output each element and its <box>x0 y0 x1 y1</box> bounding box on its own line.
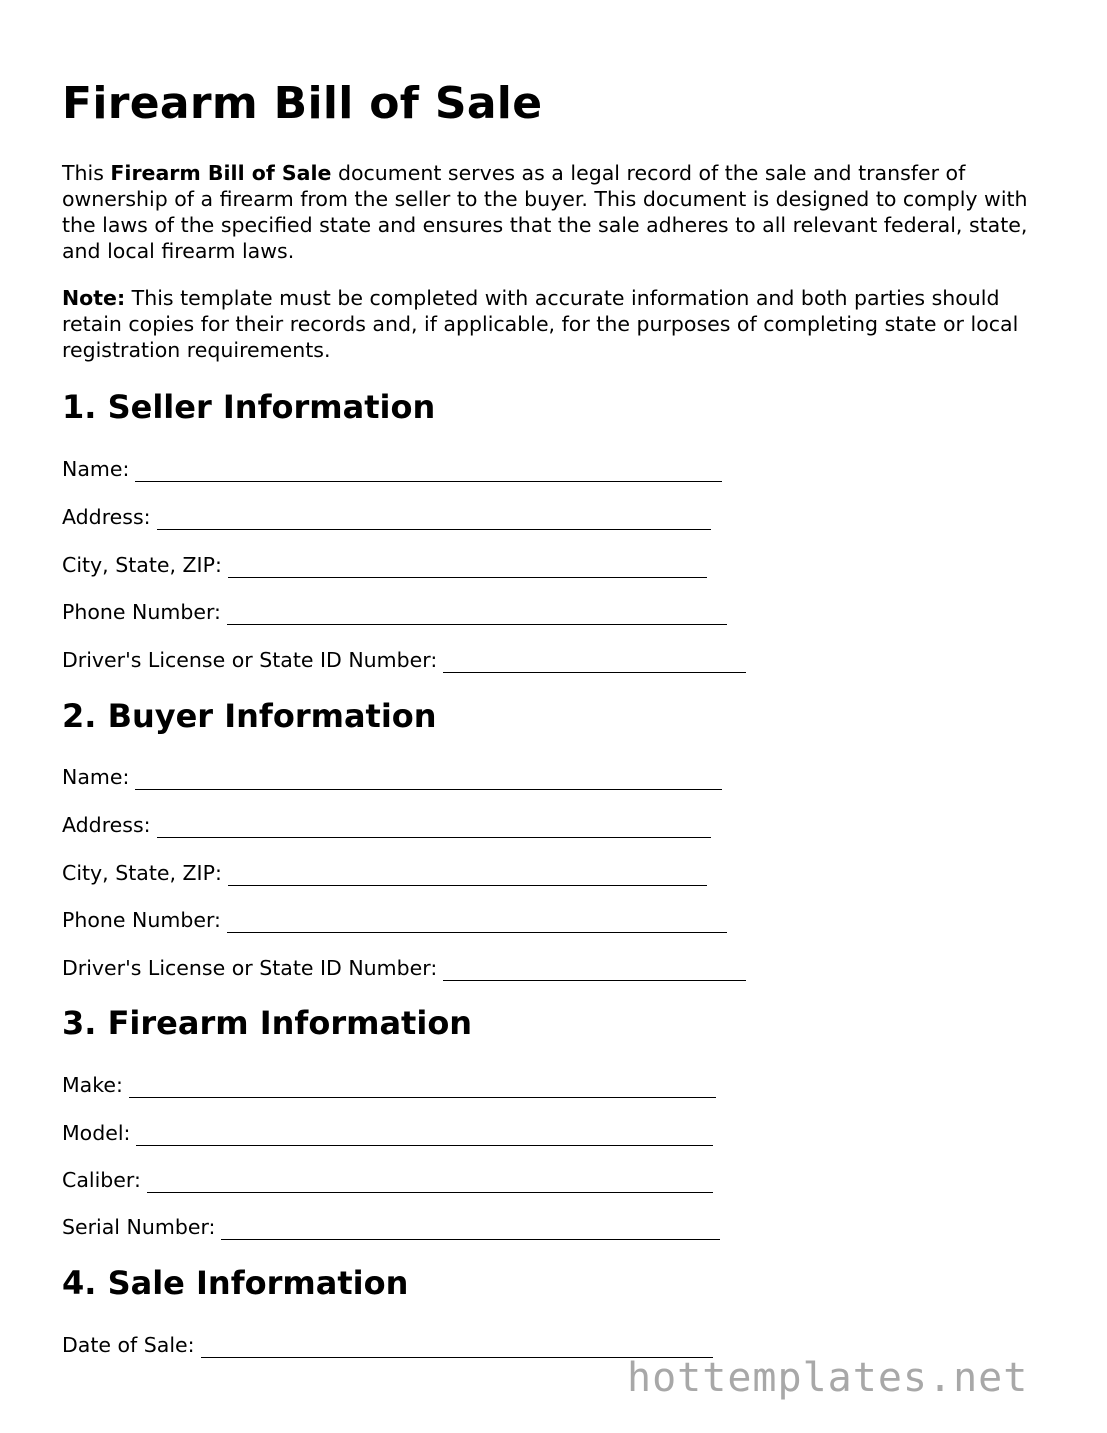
firearm-make-field <box>62 1072 716 1098</box>
firearm-model-blank[interactable] <box>136 1124 713 1146</box>
field-label: Name: <box>62 457 130 481</box>
buyer-id-number-field <box>62 955 746 981</box>
field-label: Address: <box>62 813 151 837</box>
sale-section-heading: 4. Sale Information <box>62 1264 409 1302</box>
note-paragraph <box>62 285 1052 363</box>
intro-body: document serves as a legal record of the sale and transfer of ownership of a firearm from the seller to the buyer. This document is designed to comply with the laws of the specified state and ensures that the sale adheres to all relevant federal, state, and local firearm laws. <box>62 161 1028 263</box>
seller-id-number-field <box>62 647 746 673</box>
seller-name-field <box>62 456 722 482</box>
buyer-name-field <box>62 764 722 790</box>
firearm-model-field <box>62 1120 713 1146</box>
field-label: Address: <box>62 505 151 529</box>
watermark-text: hottemplates.net <box>627 1355 1029 1401</box>
field-label: Driver's License or State ID Number: <box>62 956 438 980</box>
buyer-name-blank[interactable] <box>135 768 722 790</box>
field-label: City, State, ZIP: <box>62 553 222 577</box>
seller-address-field <box>62 504 711 530</box>
firearm-caliber-blank[interactable] <box>147 1171 713 1193</box>
field-label: Model: <box>62 1121 131 1145</box>
field-label: Serial Number: <box>62 1215 216 1239</box>
firearm-serial-number-field <box>62 1214 720 1240</box>
buyer-address-field <box>62 812 711 838</box>
field-label: Caliber: <box>62 1168 141 1192</box>
field-label: City, State, ZIP: <box>62 861 222 885</box>
note-text: This template must be completed with accurate information and both parties should retain copies for their records and, if applicable, for the purposes of completing state or local registration requirements. <box>62 286 1019 362</box>
field-label: Driver's License or State ID Number: <box>62 648 438 672</box>
intro-paragraph <box>62 160 1052 264</box>
field-label: Name: <box>62 765 130 789</box>
firearm-make-blank[interactable] <box>129 1076 716 1098</box>
field-label: Phone Number: <box>62 908 221 932</box>
buyer-city-state-zip-field <box>62 860 707 886</box>
buyer-phone-field <box>62 907 727 933</box>
firearm-caliber-field <box>62 1167 713 1193</box>
buyer-id-number-blank[interactable] <box>443 959 746 981</box>
seller-name-blank[interactable] <box>135 460 722 482</box>
seller-phone-blank[interactable] <box>227 603 727 625</box>
intro-bold-title: Firearm Bill of Sale <box>110 161 332 185</box>
seller-id-number-blank[interactable] <box>443 651 746 673</box>
field-label: Phone Number: <box>62 600 221 624</box>
buyer-section-heading: 2. Buyer Information <box>62 697 437 735</box>
note-label: Note: <box>62 286 126 310</box>
buyer-address-blank[interactable] <box>157 816 711 838</box>
seller-address-blank[interactable] <box>157 508 711 530</box>
seller-city-state-zip-blank[interactable] <box>228 556 707 578</box>
buyer-phone-blank[interactable] <box>227 911 727 933</box>
firearm-serial-number-blank[interactable] <box>221 1218 720 1240</box>
seller-section-heading: 1. Seller Information <box>62 388 436 426</box>
firearm-section-heading: 3. Firearm Information <box>62 1004 473 1042</box>
sale-date-field <box>62 1332 713 1358</box>
field-label: Make: <box>62 1073 123 1097</box>
seller-city-state-zip-field <box>62 552 707 578</box>
seller-phone-field <box>62 599 727 625</box>
buyer-city-state-zip-blank[interactable] <box>228 864 707 886</box>
document-title: Firearm Bill of Sale <box>62 78 543 129</box>
intro-prefix: This <box>62 161 111 185</box>
field-label: Date of Sale: <box>62 1333 195 1357</box>
